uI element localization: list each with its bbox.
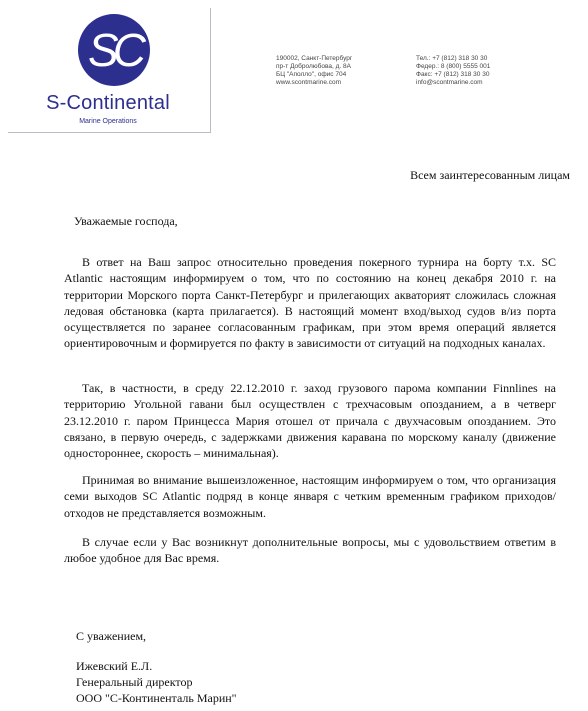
- company-contacts: [416, 55, 490, 87]
- email-link[interactable]: info@scontmarine.com: [416, 79, 483, 86]
- letter-addressee: Всем заинтересованным лицам: [410, 168, 570, 182]
- signer-title: Генеральный директор: [76, 675, 193, 689]
- fax-line: Факс: +7 (812) 318 30 30: [416, 71, 490, 78]
- signer-name: Ижевский Е.Л.: [76, 659, 153, 673]
- letter-paragraph: В случае если у Вас возникнут дополнительные вопросы, мы с удовольствием ответим в любое удобное для Вас время.: [64, 535, 556, 566]
- address-line: БЦ "Аполло", офис 704: [276, 71, 347, 78]
- brand-subtitle: Marine Operations: [79, 118, 137, 125]
- signer-company: ООО "С-Континенталь Марин": [76, 691, 237, 705]
- brand-name: S-Continental: [46, 92, 170, 114]
- address-line: пр-т Добролюбова, д. 8А: [276, 63, 351, 70]
- svg-text:SC: SC: [88, 24, 140, 76]
- letterhead: [0, 0, 588, 140]
- letter-greeting: Уважаемые господа,: [74, 214, 178, 228]
- sc-logo-icon: [78, 14, 150, 86]
- company-logo: [78, 14, 150, 86]
- company-address: [276, 55, 352, 87]
- address-line: 190002, Санкт-Петербург: [276, 55, 353, 62]
- federal-phone-line: Федер.: 8 (800) 5555 001: [416, 63, 491, 70]
- phone-line: Тел.: +7 (812) 318 30 30: [416, 55, 488, 62]
- website-link[interactable]: www.scontmarine.com: [276, 79, 342, 86]
- letter-paragraph: Принимая во внимание вышеизложенное, настоящим информируем о том, что организация семи выходов SC Atlantic подряд в конце января с четким временным графиком приходов/отходов не представляется возможным.: [64, 473, 556, 520]
- letter-closing: С уважением,: [76, 629, 147, 643]
- letter-paragraph: Так, в частности, в среду 22.12.2010 г. заход грузового парома компании Finnlines на территорию Угольной гавани был осуществлен с трехчасовым опозданием, а в четверг 23.12.2010 г. паром Принцесса Мария отошел от причала с двухчасовым опозданием. Это связано, в первую очередь, с задержками движения каравана по морскому каналу (движение одностороннее, скорость – минимальная).: [64, 381, 556, 461]
- letter-paragraph: В ответ на Ваш запрос относительно проведения покерного турнира на борту т.х. SC Atlantic настоящим информируем о том, что по состоянию на конец декабря 2010 г. на территории Морского порта Санкт-Петербург и прилегающих акваторият сложилась сложная ледовая обстановка (карта прилагается). В настоящий момент вход/выход судов в/из порта осуществляется по заранее согласованным графикам, при этом время операций является ориентировочным и формируется по факту в зависимости от ситуаций на подходных каналах.: [64, 255, 556, 351]
- company-logo-block: [8, 8, 211, 133]
